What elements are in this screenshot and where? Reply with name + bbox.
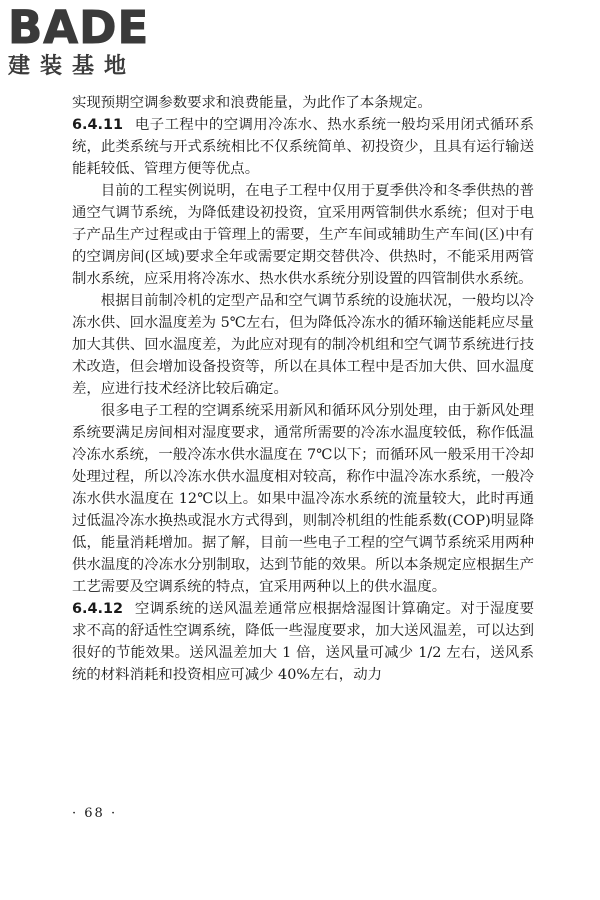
paragraph-text: 很多电子工程的空调系统采用新风和循环风分别处理，由于新风处理系统要满足房间相对湿度要求，通常所需要的冷冻水温度较低，称作低温冷冻水系统，一般冷冻水供水温度在 7℃以下；而循环风一般采用干冷却处理过程，所以冷冻水供水温度相对较高，称作中温冷冻水系统，一般冷冻水供水温度在 12℃以上。如果中温冷冻水系统的流量较大，此时再通过低温冷冻水换热或混水方式得到，则制冷机组的性能系数(COP)明显降低，能量消耗增加。据了解，目前一些电子工程的空气调节系统采用两种供水温度的冷冻水分别制取，达到节能的效果。所以本条规定应根据生产工艺需要及空调系统的特点，宜采用两种以上的供水温度。 [72,403,534,595]
logo-subtitle: 建装基地 [8,54,137,79]
clause-6-4-11 [72,114,534,180]
paragraph-text: 目前的工程实例说明，在电子工程中仅用于夏季供冷和冬季供热的普通空气调节系统，为降低建设初投资，宜采用两管制供水系统；但对于电子产品生产过程或由于管理上的需要，生产车间或辅助生产车间(区)中有的空调房间(区域)要求全年或需要定期交替供冷、供热时，不能采用两管制水系统，应采用将冷冻水、热水供水系统分别设置的四管制供水系统。 [72,183,534,287]
clause-number: 6.4.11 [72,117,123,133]
page-number: · 68 · [72,806,118,821]
paragraph [72,400,534,598]
clause-6-4-12 [72,598,534,686]
logo-wordmark: BADE [8,1,150,54]
bade-logo [8,1,180,80]
paragraph [72,290,534,400]
document-body [72,92,534,686]
paragraph-text: 空调系统的送风温差通常应根据焓湿图计算确定。对于湿度要求不高的舒适性空调系统，降低一些湿度要求，加大送风温差，可以达到很好的节能效果。送风温差加大 1 倍，送风量可减少 1/2 左右，送风系统的材料消耗和投资相应可减少 40%左右，动力 [72,601,534,683]
paragraph [72,180,534,290]
clause-number: 6.4.12 [72,601,123,617]
paragraph-text: 根据目前制冷机的定型产品和空气调节系统的设施状况，一般均以冷冻水供、回水温度差为 5℃左右，但为降低冷冻水的循环输送能耗应尽量加大其供、回水温度差，为此应对现有的制冷机组和空气调节系统进行技术改造，但会增加设备投资等，所以在具体工程中是否加大供、回水温度差，应进行技术经济比较后确定。 [72,293,534,397]
paragraph-text: 电子工程中的空调用冷冻水、热水系统一般均采用闭式循环系统，此类系统与开式系统相比不仅系统简单、初投资少，且具有运行输送能耗较低、管理方便等优点。 [72,117,534,177]
paragraph-text: 实现预期空调参数要求和浪费能量，为此作了本条规定。 [72,95,432,111]
paragraph-continuation [72,92,534,114]
